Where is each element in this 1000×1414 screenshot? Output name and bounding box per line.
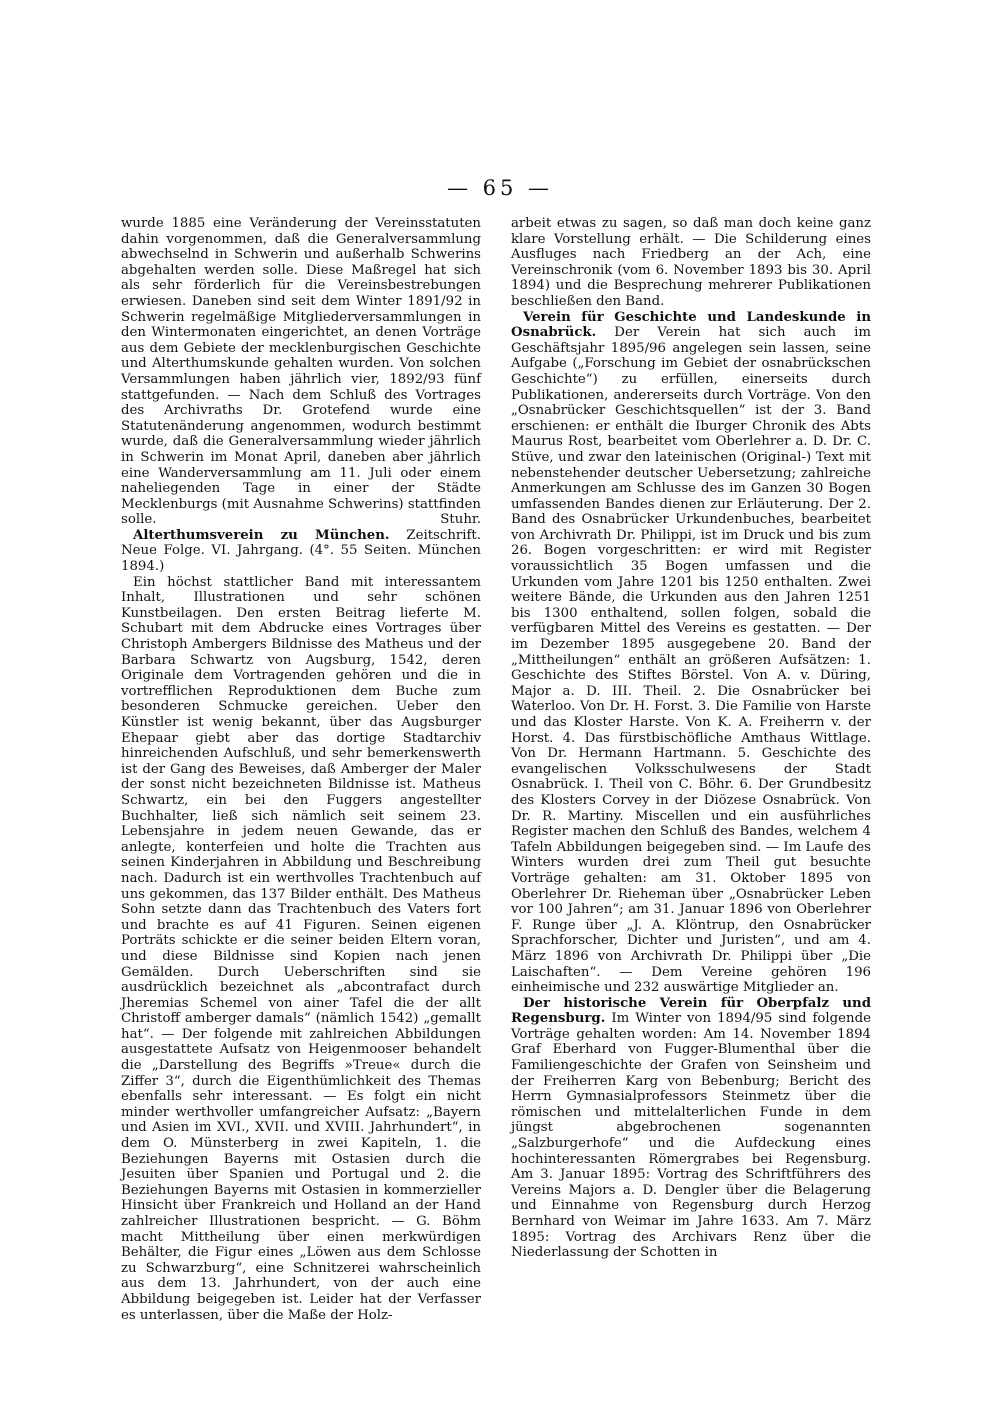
paragraph-text: Der Verein hat sich auch im Geschäftsjahr 1895/96 angelegen sein lassen, seine Aufgabe („Forschung im Gebiet der osnabrückschen Geschichte“) zu erfüllen, einerseits durch Publikationen, andererseits durch Vorträge. Von den „Osnabrücker Geschichtsquellen“ ist der 3. Band erschienen: er enthält die Iburger Chronik des Abts Maurus Rost, bearbeitet vom Oberlehrer a. D. Dr. C. Stüve, und zwar den lateinischen (Original-) Text mit nebenstehender deutscher Uebersetzung; zahlreiche Anmerkungen am Schlusse des im Ganzen 30 Bogen umfassenden Bandes dienen zur Erläuterung. Der 2. Band des Osnabrücker Urkundenbuches, bearbeitet von Archivrath Dr. Philippi, ist im Druck und bis zum 26. Bogen vorgeschritten: er wird mit Register voraussichtlich 35 Bogen umfassen und die Urkunden vom Jahre 1201 bis 1250 enthalten. Zwei weitere Bände, die Urkunden aus den Jahren 1251 bis 1300 enthaltend, sollen folgen, sobald die verfügbaren Mittel des Vereins es gestatten. — Der im Dezember 1895 ausgegebene 20. Band der „Mittheilungen“ enthält an größeren Aufsätzen: 1. Geschichte des Stiftes Börstel. Von A. v. Düring, Major a. D. III. Theil. 2. Die Osnabrücker bei Waterloo. Von Dr. H. Forst. 3. Die Familie von Harste und das Kloster Harste. Von K. A. Freiherrn v. der Horst. 4. Das fürstbischöfliche Amthaus Wittlage. Von Dr. Hermann Hartmann. 5. Geschichte des evangelischen Volksschulwesens der Stadt Osnabrück. I. Theil von C. Böhr. 6. Der Grundbesitz des Klosters Corvey in der Diözese Osnabrück. Von Dr. R. Martiny. Miscellen und ein ausführliches Register machen den Schluß des Bandes, welchem 4 Tafeln Abbildungen beigegeben sind. — Im Laufe des Winters wurden drei zum Theil gut besuchte Vorträge gehalten: am 31. Oktober 1895 von Oberlehrer Dr. Rieheman über „Osnabrücker Leben vor 100 Jahren“; am 31. Januar 1896 von Oberlehrer F. Runge über „J. A. Klöntrup, den Osnabrücker Sprachforscher, Dichter und Juristen“, und am 4. März 1896 von Archivrath Dr. Philippi über „Die Laischaften“. — Dem Vereine gehören 196 einheimische und 232 auswärtige Mitglieder an.	[511, 325, 871, 996]
section-paragraph	[511, 310, 871, 996]
paragraph: arbeit etwas zu sagen, so daß man doch keine ganz klare Vorstellung erhält. — Die Schilderung eines Ausfluges nach Friedberg an der Ach, eine Vereinschronik (vom 6. November 1893 bis 30. April 1894) und die Besprechung mehrerer Publikationen beschließen den Band.	[511, 216, 871, 309]
section-heading: Der historische Verein für Oberpfalz und Regensburg.	[511, 995, 871, 1027]
paragraph: wurde 1885 eine Veränderung der Vereinsstatuten dahin vorgenommen, daß die Generalversammlung abwechselnd in Schwerin und außerhalb Schwerins abgehalten werden solle. Diese Maßregel hat sich als sehr förderlich für die Vereinsbestrebungen erwiesen. Daneben sind seit dem Winter 1891/92 in Schwerin regelmäßige Mitgliederversammlungen in den Wintermonaten eingerichtet, an denen Vorträge aus dem Gebiete der mecklenburgischen Geschichte und Alterthumskunde gehalten wurden. Von solchen Versammlungen haben jährlich vier, 1892/93 fünf stattgefunden. — Nach dem Schluß des Vortrages des Archivraths Dr. Grotefend wurde eine Statutenänderung angenommen, wodurch bestimmt wurde, daß die Generalversammlung wieder jährlich in Schwerin im Monat April, daneben aber jährlich eine Wanderversammlung am 11. Juli oder einem naheliegenden Tage in einer der Städte Mecklenburgs (mit Ausnahme Schwerins) stattfinden solle.	[121, 216, 481, 528]
section-heading: Verein für Geschichte und Landeskunde in Osnabrück.	[511, 309, 871, 341]
signature: Stuhr.	[440, 512, 481, 528]
page-number: — 65 —	[446, 176, 554, 200]
paragraph: Ein höchst stattlicher Band mit interessantem Inhalt, Illustrationen und sehr schönen Kunstbeilagen. Den ersten Beitrag lieferte M. Schubart mit dem Abdrucke eines Vortrages über Christoph Ambergers Bildnisse des Matheus und der Barbara Schwartz von Augsburg, 1542, deren Originale dem Vortragenden gehören und die in vortrefflichen Reproduktionen dem Buche zum besonderen Schmucke gereichen. Ueber den Künstler ist wenig bekannt, über das Augsburger Ehepaar giebt aber das dortige Stadtarchiv hinreichenden Aufschluß, und sehr bemerkenswerth ist der Gang des Beweises, daß Amberger der Maler der sonst nicht bezeichneten Bildnisse ist. Matheus Schwartz, ein bei den Fuggers angestellter Buchhalter, ließ sich nämlich seit seinem 23. Lebensjahre in jedem neuen Gewande, das er anlegte, konterfeien und holte die Trachten aus seinen Kinderjahren in Abbildung und Beschreibung nach. Dadurch ist ein werthvolles Trachtenbuch auf uns gekommen, das 137 Bilder enthält. Des Matheus Sohn setzte dann das Trachtenbuch des Vaters fort und brachte es auf 41 Figuren. Seinen eigenen Porträts schickte er die seiner beiden Eltern voran, und diese Bildnisse sind Kopien nach jenen Gemälden. Durch Ueberschriften sind sie ausdrücklich bezeichnet als „abcontrafact durch Jheremias Schemel von ainer Tafel die der allt Christoff amberger damals“ (nämlich 1542) „gemallt hat“. — Der folgende mit zahlreichen Abbildungen ausgestattete Aufsatz von Heigenmooser behandelt die „Darstellung des Begriffs »Treue« durch die Ziffer 3“, durch die Eigenthümlichkeit des Themas ebenfalls sehr interessant. — Es folgt ein nicht minder werthvoller umfangreicher Aufsatz: „Bayern und Asien im XVI., XVII. und XVIII. Jahrhundert“, in dem O. Münsterberg in zwei Kapiteln, 1. die Beziehungen Bayerns mit Ostasien durch die Jesuiten über Spanien und Portugal und 2. die Beziehungen Bayerns mit Ostasien in kommerzieller Hinsicht über Frankreich und Holland an der Hand zahlreicher Illustrationen bespricht. — G. Böhm macht Mittheilung über einen merkwürdigen Behälter, die Figur eines „Löwen aus dem Schlosse zu Schwarzburg“, eine Schnitzerei wahrscheinlich aus dem 13. Jahrhundert, von der auch eine Abbildung beigegeben ist. Leider hat der Verfasser es unterlassen, über die Maße der Holz-	[121, 574, 481, 1323]
right-column	[511, 216, 871, 1261]
paragraph-text: Im Winter von 1894/95 sind folgende Vorträge gehalten worden: Am 14. November 1894 Graf Eberhard von Fugger-Blumenthal über die Familiengeschichte der Grafen von Seinsheim und der Freiherren Karg von Bebenburg; Bericht des Herrn Gymnasialprofessors Steinmetz über die römischen und mittelalterlichen Funde in dem jüngst abgebrochenen sogenannten „Salzburgerhofe“ und die Aufdeckung eines hochinteressanten Römergrabes bei Regensburg. Am 3. Januar 1895: Vortrag des Schriftführers des Vereins Majors a. D. Dengler über die Belagerung und Einnahme von Regensburg durch Herzog Bernhard von Weimar im Jahre 1633. Am 7. März 1895: Vortrag des Archivars Renz über die Niederlassung der Schotten in	[511, 1011, 871, 1261]
section-paragraph	[511, 996, 871, 1261]
section-heading: Alterthumsverein zu München.	[133, 527, 390, 543]
left-column	[121, 216, 481, 1323]
paragraph-text: Zeitschrift. Neue Folge. VI. Jahrgang. (4°. 55 Seiten. München 1894.)	[121, 527, 481, 575]
section-paragraph	[121, 528, 481, 575]
